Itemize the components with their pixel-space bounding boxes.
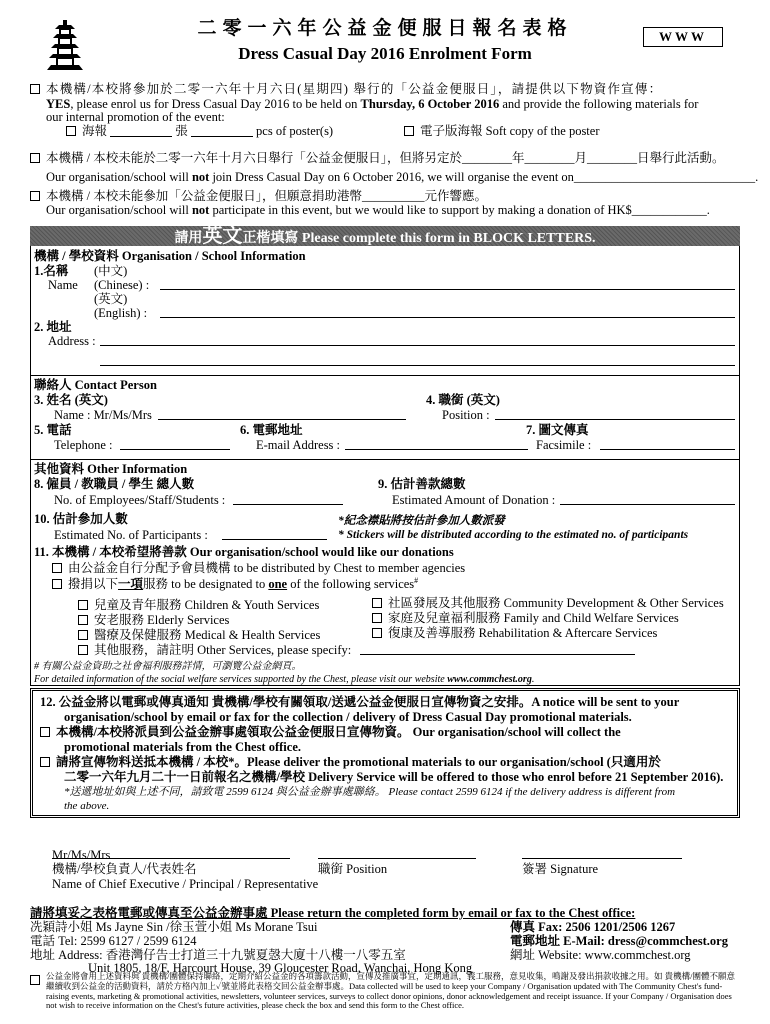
org-name-label: Name [48,278,78,292]
footer-telephone: 電話 Tel: 2599 6127 / 2599 6124 [30,934,197,948]
org-name-english-field[interactable] [160,306,735,318]
org-chinese-label: (Chinese) : [94,278,150,292]
service-children-youth: 兒童及青年服務 Children & Youth Services [78,598,319,613]
other-service-field[interactable] [360,643,635,655]
option-2-text-en: Our organisation/school will not join Dress Casual Day on 6 October 2016, we will organise the event on_____________________________. [46,170,759,184]
contact-heading: 聯絡人 Contact Person [34,378,157,392]
divider [30,375,740,376]
contact-position-number: 4. 職銜 (英文) [426,393,500,407]
contact-tel-field[interactable] [120,438,230,450]
org-name-chinese-field[interactable] [160,278,735,290]
services-footnote-en: For detailed information of the social welfare services supported by the Chest, please visit our website www.commchest.org. [34,674,535,685]
org-name-number: 1.名稱 [34,264,69,278]
softcopy-checkbox[interactable] [404,126,414,136]
donation-option-designated: 撥捐以下一項服務 to be designated to one of the following services# [52,576,418,592]
privacy-checkbox-wrap [30,973,46,988]
medical-checkbox[interactable] [78,630,88,640]
signature-field[interactable] [522,858,682,859]
footer-email[interactable]: 電郵地址 E-Mail: dress@commchest.org [510,934,728,948]
service-rehab: 復康及善導服務 Rehabilitation & Aftercare Services [372,626,657,641]
option-2-checkbox[interactable] [30,153,40,163]
option-3-checkbox[interactable] [30,191,40,201]
employees-number: 8. 僱員 / 教職員 / 學生 總人數 [34,477,195,491]
deliver-checkbox[interactable] [40,757,50,767]
sign-title-label: Mr/Ms/Mrs [52,848,111,862]
form-title-english: Dress Casual Day 2016 Enrolment Form [238,44,532,63]
contact-name-field[interactable] [158,408,406,420]
poster-row: 海報 張 pcs of poster(s) [66,124,333,139]
general-donation-checkbox[interactable] [52,563,62,573]
notice-item-12-line2: organisation/school by email or fax for the collection / delivery of Dress Casual Day promotional materials. [64,710,632,724]
org-address-field-1[interactable] [100,334,735,346]
contact-email-label: E-mail Address : [256,438,341,452]
donation-option-general: 由公益金自行分配予會員機構 to be distributed by Chest to member agencies [52,561,465,576]
service-elderly: 安老服務 Elderly Services [78,613,229,628]
footer-address-en: Unit 1805, 18/F, Harcourt House, 39 Gloucester Road, Wanchai, Hong Kong [88,961,473,975]
elderly-checkbox[interactable] [78,615,88,625]
org-heading: 機構 / 學校資料 Organisation / School Information [34,249,306,263]
footer-fax: 傳真 Fax: 2506 1201/2506 1267 [510,920,676,934]
footer-address-zh: 地址 Address: 香港灣仔告士打道三十九號夏愨大廈十八樓一八零五室 [30,948,406,962]
org-address-field-2[interactable] [100,354,735,366]
participants-field[interactable] [222,528,327,540]
option-2-text-zh: 本機構 / 本校未能於二零一六年十月六日舉行「公益金便服日」，但將另定於________年________月________日舉行此活動。 [46,151,725,165]
org-address-label: Address : [48,334,96,348]
family-checkbox[interactable] [372,613,382,623]
option-3-text-zh: 本機構 / 本校未能參加「公益金便服日」，但願意捐助港幣__________元作響應。 [46,189,487,203]
contact-tel-label: Telephone : [54,438,113,452]
participants-number: 10. 估計參加人數 [34,512,128,526]
deliver-option: 請將宣傳物料送抵本機構 / 本校*。Please deliver the promotional materials to our organisation/school (只適用於 [40,755,661,770]
contact-fax-field[interactable] [600,438,735,450]
deliver-option-line2: 二零一六年九月二十一日前報名之機構/學校 Delivery Service will be offered to those who enrol before 21 September 2016). [64,770,724,784]
block-letters-banner: 請用英文正楷填寫 Please complete this form in BLOCK LETTERS. [30,226,740,246]
return-instruction: 請將填妥之表格電郵或傳真至公益金辦事處 Please return the completed form by email or fax to the Chest office: [30,906,636,920]
participants-label: Estimated No. of Participants : [54,528,208,542]
contact-tel-number: 5. 電話 [34,423,72,437]
poster-pcs-field[interactable] [191,125,253,137]
org-english-label: (English) : [94,306,148,320]
other-heading: 其他資料 Other Information [34,462,188,476]
chief-name-label-zh: 機構/學校負責人/代表姓名 [52,862,197,876]
signature-label: 簽署 Signature [522,862,599,876]
collect-option-line2: promotional materials from the Chest office. [64,740,301,754]
collect-checkbox[interactable] [40,727,50,737]
option-1 [30,82,662,97]
deliver-option-note-2: the above. [64,800,110,812]
contact-position-field[interactable] [495,408,735,420]
org-zh-paren: (中文) [94,264,128,278]
contact-fax-number: 7. 圖文傳真 [526,423,589,437]
donation-field[interactable] [560,493,735,505]
contact-fax-label: Facsimile : [536,438,592,452]
option-1-text-zh: 本機構/本校將參加於二零一六年十月六日(星期四) 舉行的「公益金便服日」，請提供以下物資作宣傳： [46,82,663,96]
chief-position-label: 職銜 Position [318,862,388,876]
service-family: 家庭及兒童福利服務 Family and Child Welfare Services [372,611,679,626]
chief-name-label-en: Name of Chief Executive / Principal / Representative [52,877,319,891]
option-3-text-en: Our organisation/school will not participate in this event, but we would like to support by making a donation of HK$____________. [46,203,710,217]
designated-donation-checkbox[interactable] [52,579,62,589]
org-en-paren: (英文) [94,292,128,306]
sticker-note-zh: *紀念襟貼將按估計參加人數派發 [338,515,505,527]
org-address-number: 2. 地址 [34,320,72,334]
chief-position-field[interactable] [318,858,476,859]
privacy-notice: 公益金將會用上述資料與 貴機構/團體保持聯絡，定期介紹公益金的各項籌款活動，宣傳及推廣事宜，定期通訊，義工服務，意見收集，鳴謝及發出捐款收據之用。如 貴機構/團體不願意繼續收到公益金的活動資料，請於方格內加上✓號並將此表格交回公益金辦事處。Data collected will be used to keep your Company / Organisation updated with The Community Chest's fund-raising events, marketing & promotional activities, newsletters, volunteer services, surveys to collect donor opinions, donor acknowledgement and receipt issuance. If your Company / Organisation does not wish to receive information on the Chest's future activities, please check the box and send this form to the Chest office. [46,971,735,1011]
donation-use-heading: 11. 本機構 / 本校希望將善款 Our organisation/school would like our donations [34,545,454,559]
contact-name-number: 3. 姓名 (英文) [34,393,108,407]
option-3 [30,189,487,204]
children-youth-checkbox[interactable] [78,600,88,610]
option-1-text-en-2: our internal promotion of the event: [46,110,225,124]
deliver-option-note: *送遞地址如與上述不同，請致電 2599 6124 與公益金辦事處聯絡。 Please contact 2599 6124 if the delivery address is different from [64,786,676,798]
rehab-checkbox[interactable] [372,628,382,638]
privacy-opt-out-checkbox[interactable] [30,975,40,985]
contact-email-field[interactable] [345,438,528,450]
form-title-chinese: 二零一六年公益金便服日報名表格 [197,18,573,39]
service-community: 社區發展及其他服務 Community Development & Other Services [372,596,724,611]
community-checkbox[interactable] [372,598,382,608]
service-other: 其他服務，請註明 Other Services, please specify: [78,643,351,658]
employees-field[interactable] [233,493,343,505]
footer-website[interactable]: 網址 Website: www.commchest.org [510,948,691,962]
www-badge: WWW [643,27,723,47]
contact-position-label: Position : [442,408,490,422]
option-2 [30,151,724,166]
collect-option: 本機構/本校將派員到公益金辦事處領取公益金便服日宣傳物資。 Our organisation/school will collect the [40,725,621,740]
other-service-checkbox[interactable] [78,645,88,655]
donation-label: Estimated Amount of Donation : [392,493,556,507]
softcopy-row: 電子版海報 Soft copy of the poster [404,124,600,139]
option-1-text-en: YES, please enrol us for Dress Casual Day 2016 to be held on Thursday, 6 October 2016 and provide the following materials for [46,97,699,111]
contact-email-number: 6. 電郵地址 [240,423,303,437]
sticker-note-en: * Stickers will be distributed according to the estimated no. of participants [338,529,689,541]
chief-name-field[interactable] [52,858,290,859]
option-1-checkbox[interactable] [30,84,40,94]
footer-contact-person: 冼穎詩小姐 Ms Jayne Sin /徐玉萱小姐 Ms Morane Tsui [30,920,318,934]
service-medical: 醫療及保健服務 Medical & Health Services [78,628,320,643]
notice-item-12: 12. 公益金將以電郵或傳真通知 貴機構/學校有關領取/送遞公益金便服日宣傳物資之安排。A notice will be sent to your [40,695,680,709]
poster-checkbox[interactable] [66,126,76,136]
poster-count-field[interactable] [110,125,172,137]
employees-label: No. of Employees/Staff/Students : [54,493,226,507]
services-footnote-zh: # 有關公益金資助之社會福利服務詳情，可瀏覽公益金網頁。 [34,661,302,672]
donation-number: 9. 估計善款總數 [378,477,466,491]
divider [30,459,740,460]
contact-name-label: Name : Mr/Ms/Mrs [54,408,152,422]
chest-website-link[interactable]: www.commchest.org [447,674,532,685]
